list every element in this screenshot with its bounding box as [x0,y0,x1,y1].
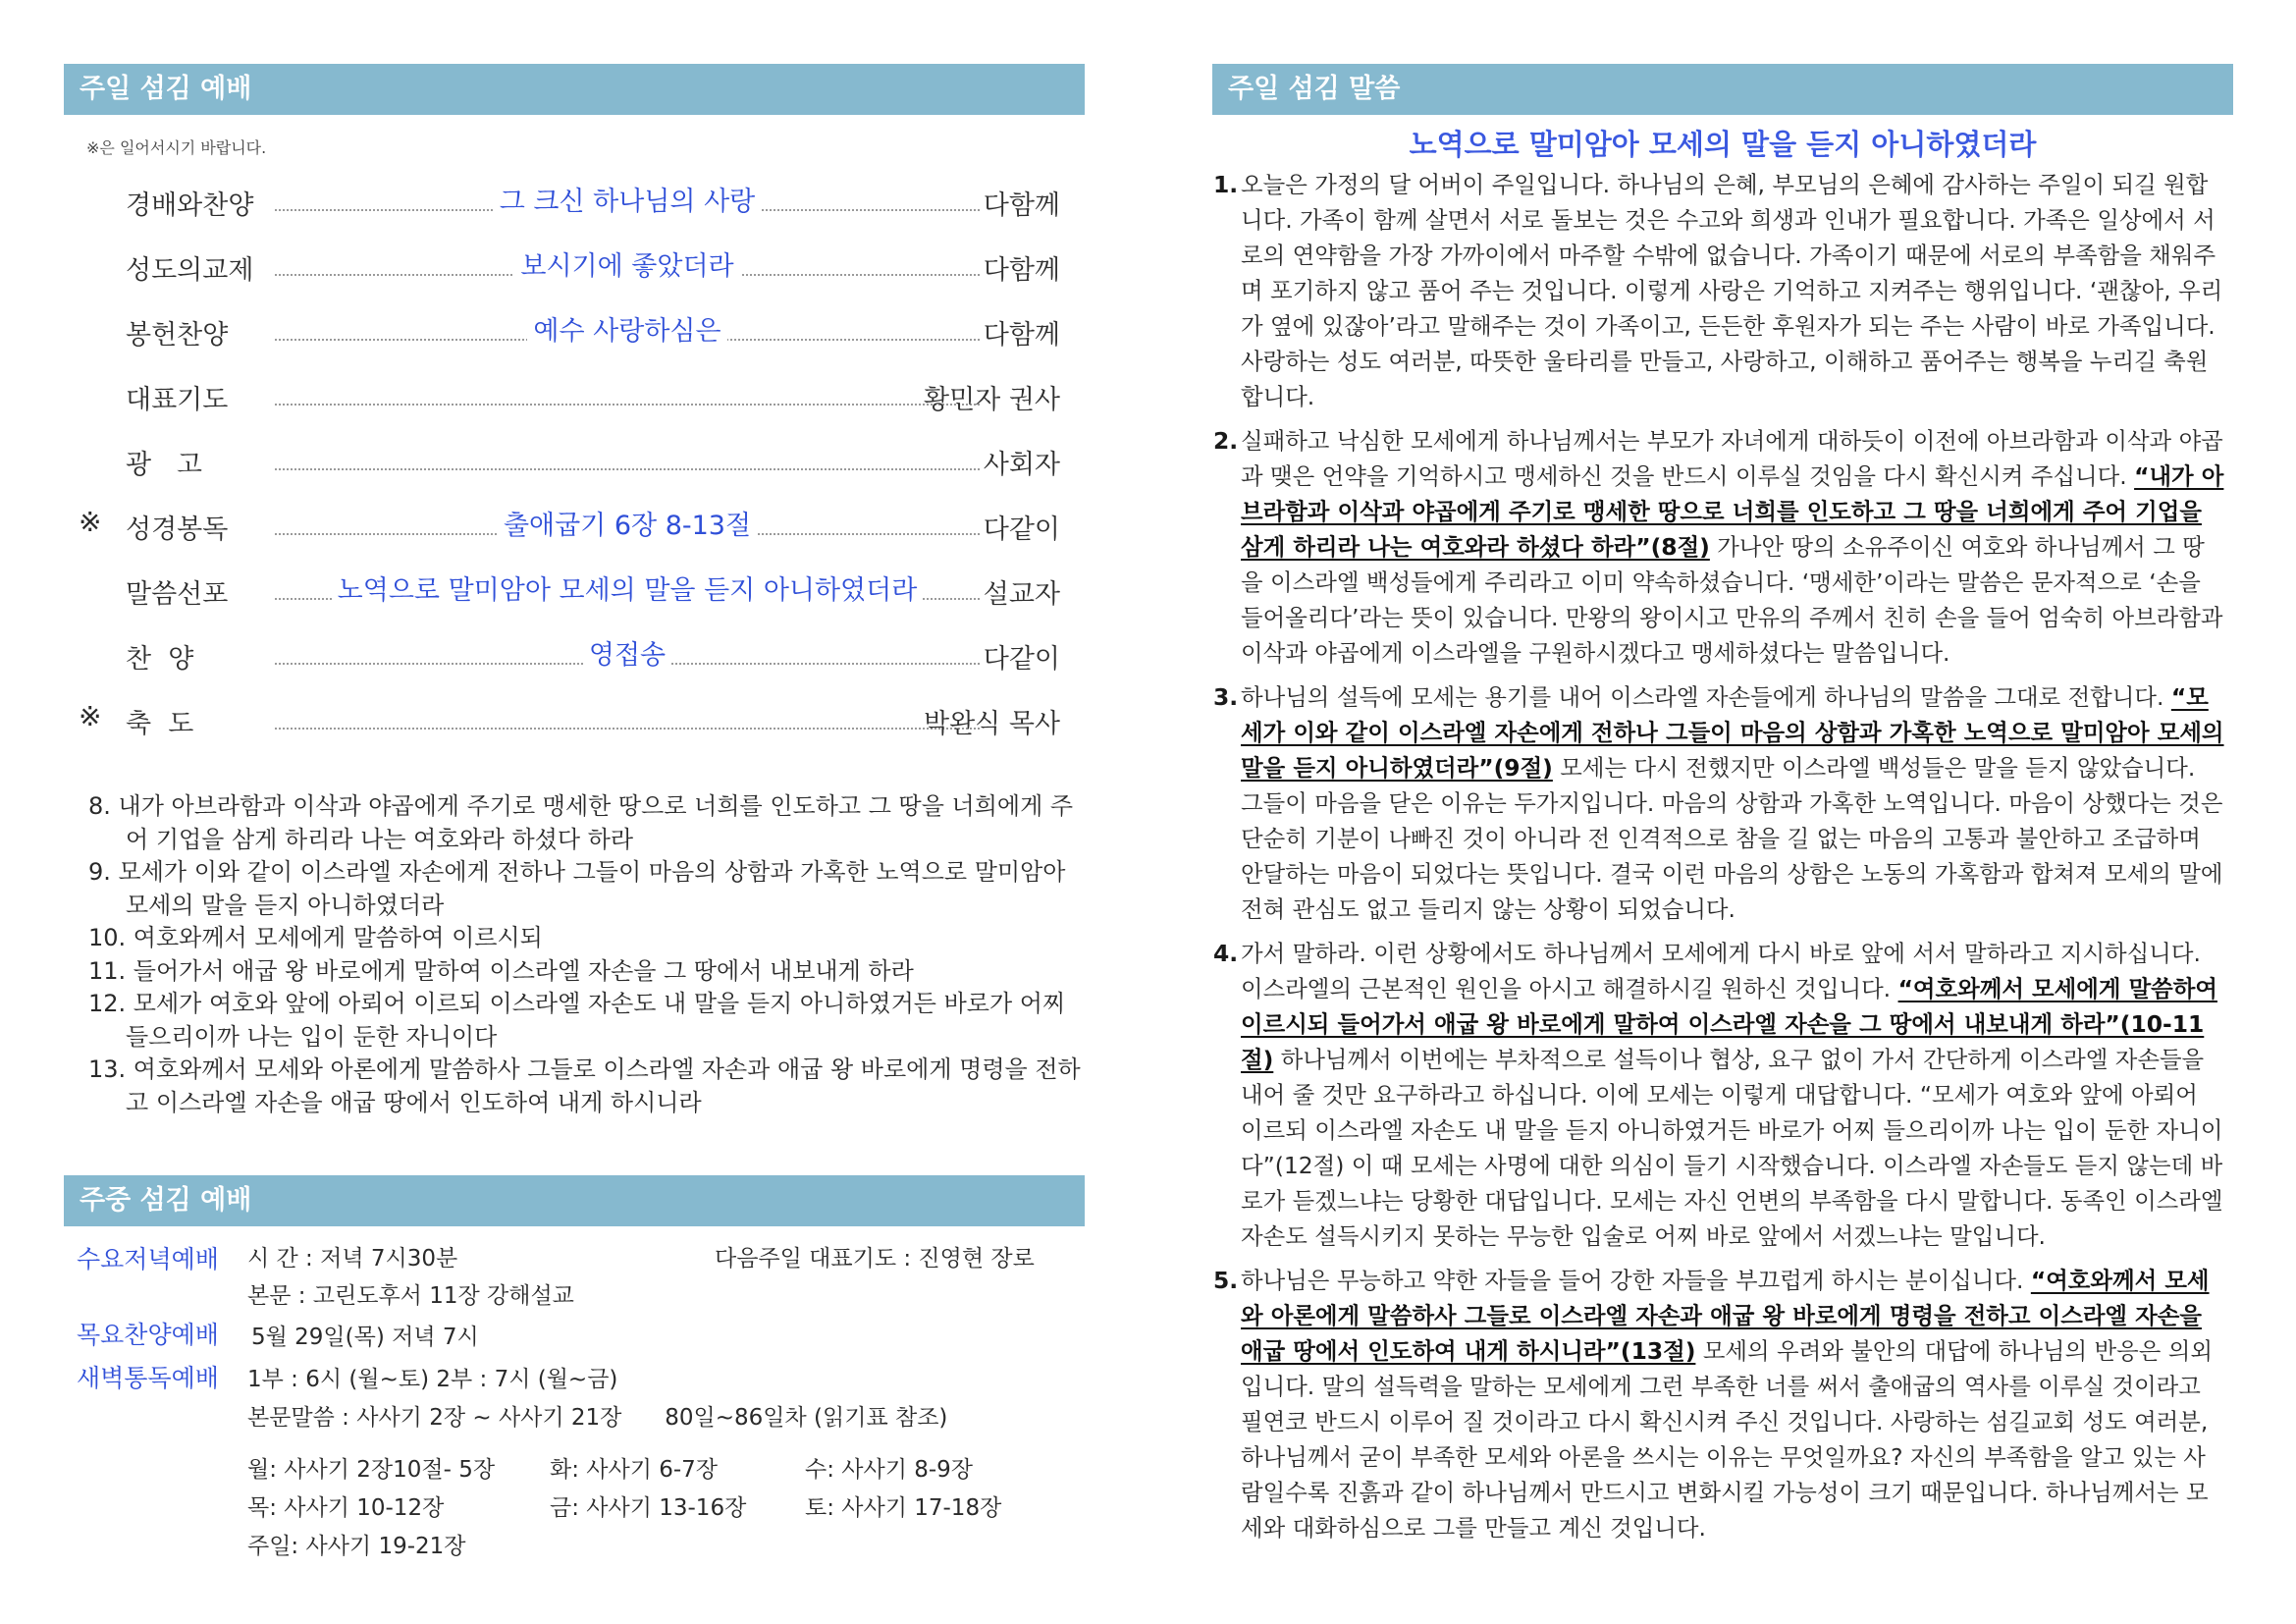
order-item-leader: 사회자 [983,450,1060,480]
thursday-time: 5월 29일(목) 저녁 7시 [251,1325,479,1350]
dawn-text: 본문말씀 : 사사기 2장 ~ 사사기 21장 80일~86일차 (읽기표 참조) [247,1405,948,1431]
verse: 9. 모세가 이와 같이 이스라엘 자손에게 전하나 그들이 마음의 상함과 가혹한 노역으로 말미암아 모세의 말을 듣지 아니하였더라 [88,858,1066,919]
point-text-cont: 하나님께서 이번에는 부차적으로 설득이나 협상, 요구 없이 가서 간단하게 이스라엘 자손들을 내어 줄 것만 요구하라고 하십니다. 이에 모세는 이렇게 대답합니다. “모세가 여호와 앞에 아뢰어 이르되 이스라엘 자손도 내 말을 듣지 아니하였거든 바로가 어찌 들으리이까 나는 입이 둔한 자니이다”(12절) 이 때 모세는 사명에 대한 의심이 들기 시작했습니다. 이스라엘 자손들도 듣지 않는데 바로가 듣겠느냐는 당황한 대답입니다. 모세는 자신 언변의 부족함을 다시 말합니다. 동족인 이스라엘 자손도 설득시키지 못하는 무능한 입술로 어찌 바로 앞에서 서겠느냐는 말입니다. [1241,1046,2223,1250]
order-row [79,374,1060,417]
verse: 11. 들어가서 애굽 왕 바로에게 말하여 이스라엘 자손을 그 땅에서 내보내게 하라 [88,956,914,985]
order-row [79,633,1060,677]
standing-note: ※은 일어서시기 바랍니다. [86,138,267,157]
sermon-point [1213,167,2224,414]
order-row [79,504,1060,547]
point-text-cont: 가나안 땅의 소유주이신 여호와 하나님께서 그 땅을 이스라엘 백성들에게 주리라고 이미 약속하셨습니다. ‘맹세한’이라는 말씀은 문자적으로 ‘손을 들어올리다’라는 뜻이 있습니다. 만왕의 왕이시고 만유의 주께서 친히 손을 들어 엄숙히 아브라함과 이삭과 야곱에게 이스라엘을 구원하시겠다고 맹세하셨다는 말씀입니다. [1241,533,2223,667]
order-item-name: 경배와찬양 [126,190,254,221]
standing-mark: ※ [79,700,102,732]
point-text: 하나님은 무능하고 약한 자들을 들어 강한 자들을 부끄럽게 하시는 분이십니다. [1241,1267,2031,1294]
order-item-leader: 설교자 [983,579,1060,610]
sermon-points [1213,167,2224,1554]
verse: 8. 내가 아브라함과 이삭과 야곱에게 주기로 맹세한 땅으로 너희를 인도하고 그 땅을 너희에게 주어 기업을 삼게 하리라 나는 여호와라 하셨다 하라 [88,792,1074,853]
point-number: 1. [1213,171,1239,198]
sunday-service-header: 주일 섬김 예배 [64,64,1085,115]
sermon-header: 주일 섬김 말씀 [1212,64,2233,115]
dotted-leader [275,468,980,470]
order-item-leader: 다같이 [983,514,1060,545]
order-item-title: 보시기에 좋았더라 [514,251,739,282]
point-text: 하나님의 설득에 모세는 용기를 내어 이스라엘 자손들에게 하나님의 말씀을 그대로 전합니다. [1241,683,2171,711]
scripture-passage [88,790,1085,1119]
point-text-cont: 모세는 다시 전했지만 이스라엘 백성들은 말을 듣지 않았습니다. 그들이 마음을 닫은 이유는 두가지입니다. 마음의 상함과 가혹한 노역입니다. 마음이 상했다는 것은 단순히 기분이 나빠진 것이 아니라 전 인격적으로 참을 길 없는 마음의 고통과 불안하고 조급하며 안달하는 마음이 되었다는 뜻입니다. 결국 이런 마음의 상함은 노동의 가혹함과 합쳐져 모세의 말에 전혀 관심도 없고 들리지 않는 상황이 되었습니다. [1241,754,2223,923]
order-item-title: 그 크신 하나님의 사랑 [494,187,762,217]
reading-plan-item: 화: 사사기 6-7장 [550,1457,719,1483]
point-text: 실패하고 낙심한 모세에게 하나님께서는 부모가 자녀에게 대하듯이 이전에 아브라함과 이삭과 야곱과 맺은 언약을 기억하시고 맹세하신 것을 반드시 이루실 것임을 다시 확신시켜 주십니다. [1241,427,2223,490]
order-item-leader: 다함께 [983,320,1060,351]
order-item-name: 성도의교제 [126,255,254,286]
point-number: 4. [1213,940,1239,967]
order-row [79,244,1060,288]
dotted-leader [275,404,980,406]
dawn-service-label: 새벽통독예배 [77,1364,219,1392]
order-item-title: 노역으로 말미암아 모세의 말을 듣지 아니하였더라 [332,575,924,606]
order-item-name: 말씀선포 [126,579,229,610]
wednesday-service-label: 수요저녁예배 [77,1245,219,1273]
order-item-title: 예수 사랑하심은 [527,316,726,347]
point-number: 2. [1213,427,1239,455]
order-item-title: 출애굽기 6장 8-13절 [498,511,757,541]
thursday-service-label: 목요찬양예배 [77,1321,219,1349]
point-text: 오늘은 가정의 달 어버이 주일입니다. 하나님의 은혜, 부모님의 은혜에 감사하는 주일이 되길 원합니다. 가족이 함께 살면서 서로 돌보는 것은 수고와 희생과 인내가 필요합니다. 가족은 일상에서 서로의 연약함을 가장 가까이에서 마주할 수밖에 없습니다. 가족이기 때문에 서로의 부족함을 채워주며 포기하지 않고 품어 주는 것입니다. 이렇게 사랑은 기억하고 지켜주는 행위입니다. ‘괜찮아, 우리가 옆에 있잖아’라고 말해주는 것이 가족이고, 든든한 후원자가 되는 주는 사람이 바로 가족입니다. 사랑하는 성도 여러분, 따뜻한 울타리를 만들고, 사랑하고, 이해하고 품어주는 행복을 누리길 축원합니다. [1241,171,2223,410]
dotted-leader [275,728,980,730]
order-item-name: 축 도 [126,709,194,739]
verse: 12. 모세가 여호와 앞에 아뢰어 이르되 이스라엘 자손도 내 말을 듣지 아니하였거든 바로가 어찌 들으리이까 나는 입이 둔한 자니이다 [88,990,1066,1051]
order-item-name: 대표기도 [126,385,229,415]
sermon-point [1213,423,2224,671]
order-item-leader: 박완식 목사 [924,709,1060,739]
reading-plan-item: 토: 사사기 17-18장 [805,1495,1002,1521]
order-item-name: 찬 양 [126,644,194,675]
verse: 10. 여호와께서 모세에게 말씀하여 이르시되 [88,924,543,951]
next-prayer: 다음주일 대표기도 : 진영현 장로 [715,1246,1035,1272]
point-number: 5. [1213,1267,1239,1294]
reading-plan-item: 수: 사사기 8-9장 [805,1457,974,1483]
reading-plan-item: 목: 사사기 10-12장 [247,1495,445,1521]
order-item-title: 영접송 [583,640,671,671]
reading-plan-item: 주일: 사사기 19-21장 [247,1534,466,1559]
order-row [79,698,1060,741]
verse: 13. 여호와께서 모세와 아론에게 말씀하사 그들로 이스라엘 자손과 애굽 왕 바로에게 명령을 전하고 이스라엘 자손을 애굽 땅에서 인도하여 내게 하시니라 [88,1056,1081,1116]
order-item-leader: 황민자 권사 [924,385,1060,415]
order-item-name: 봉헌찬양 [126,320,229,351]
sermon-title: 노역으로 말미암아 모세의 말을 듣지 아니하였더라 [1409,128,2037,161]
point-quote: “여호와께서 모세에게 말씀하여 이르시되 들어가서 애굽 왕 바로에게 말하여 이스라엘 자손을 그 땅에서 내보내게 하라”(10-11절) [1241,975,2217,1073]
point-quote: “모세가 이와 같이 이스라엘 자손에게 전하나 그들이 마음의 상함과 가혹한 노역으로 말미암아 모세의 말을 듣지 아니하였더라”(9절) [1241,683,2224,782]
point-text-cont: 모세의 우려와 불안의 대답에 하나님의 반응은 의외입니다. 말의 설득력을 말하는 모세에게 그런 부족한 너를 써서 출애굽의 역사를 이루실 것이라고 필연코 반드시 이루어 질 것이라고 다시 확신시켜 주신 것입니다. 사랑하는 섬길교회 성도 여러분, 하나님께서 굳이 부족한 모세와 아론을 쓰시는 이유는 무엇일까요? 자신의 부족함을 알고 있는 사람일수록 진흙과 같이 하나님께서 만드시고 변화시킬 가능성이 크기 때문입니다. 하나님께서는 모세와 대화하심으로 그를 만들고 계신 것입니다. [1241,1337,2213,1542]
sermon-point [1213,1263,2224,1545]
order-item-leader: 다같이 [983,644,1060,675]
reading-plan-item: 월: 사사기 2장10절- 5장 [247,1457,496,1483]
weekday-service-header: 주중 섬김 예배 [64,1175,1085,1226]
wednesday-time: 시 간 : 저녁 7시30분 [247,1246,458,1272]
point-quote: “내가 아브라함과 이삭과 야곱에게 주기로 맹세한 땅으로 너희를 인도하고 그 땅을 너희에게 주어 기업을 삼게 하리라 나는 여호와라 하셨다 하라”(8절) [1241,462,2224,561]
reading-plan-item: 금: 사사기 13-16장 [550,1495,747,1521]
order-item-name: 광 고 [126,450,202,480]
order-row [79,180,1060,223]
point-quote: “여호와께서 모세와 아론에게 말씀하사 그들로 이스라엘 자손과 애굽 왕 바로에게 명령을 전하고 이스라엘 자손을 애굽 땅에서 인도하여 내게 하시니라”(13절) [1241,1267,2210,1365]
order-item-leader: 다함께 [983,190,1060,221]
dawn-time: 1부 : 6시 (월~토) 2부 : 7시 (월~금) [247,1367,618,1392]
order-row [79,568,1060,612]
wednesday-text: 본문 : 고린도후서 11장 강해설교 [247,1283,574,1309]
standing-mark: ※ [79,506,102,538]
point-text: 가서 말하라. 이런 상황에서도 하나님께서 모세에게 다시 바로 앞에 서서 말하라고 지시하십니다. 이스라엘의 근본적인 원인을 아시고 해결하시길 원하신 것입니다. [1241,940,2201,1002]
sermon-point [1213,936,2224,1254]
order-item-name: 성경봉독 [126,514,229,545]
order-row [79,309,1060,352]
point-number: 3. [1213,683,1239,711]
order-item-leader: 다함께 [983,255,1060,286]
sermon-point [1213,679,2224,927]
order-row [79,439,1060,482]
